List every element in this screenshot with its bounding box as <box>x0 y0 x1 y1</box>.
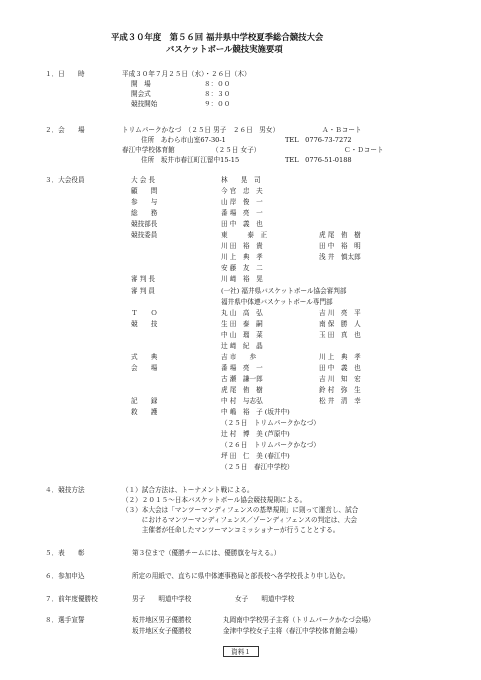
oath-girls-school: 坂井地区女子優勝校 <box>132 627 192 635</box>
official-name: 番 場 亮 一 <box>221 209 263 217</box>
official-name: 古 瀬 謙一郎 <box>221 375 263 383</box>
venue1-address: 住所 あわら市山室67-30-1 <box>141 136 226 144</box>
section-2-heading: ２．会 場 <box>45 126 85 134</box>
official-name-second: 玉 田 真 也 <box>319 331 361 339</box>
official-name: 辻 村 博 美 (芦原中) <box>221 430 290 438</box>
official-name: 生 田 泰 嗣 <box>221 320 263 328</box>
official-role: 競技部長 <box>131 220 158 228</box>
official-name: 丸 山 高 弘 <box>221 309 263 317</box>
schedule-ceremony-time: ８：３０ <box>204 90 231 98</box>
section-5-heading: ５．表 彰 <box>45 549 85 557</box>
official-name: 東 泰 正 <box>221 231 268 239</box>
official-role: 参 与 <box>131 198 158 206</box>
section-8-heading: ８．選手宣誓 <box>45 616 85 624</box>
official-name: 中 嶋 裕 子 (坂井中) <box>221 408 290 416</box>
official-name: （２５日 トリムパークかなづ） <box>221 419 320 427</box>
method-item-3: （３）本大会は「マンツーマンディフェンスの基準規則」に則って運営し、試合 <box>122 506 359 514</box>
official-name: 中 山 瑠 菜 <box>221 331 263 339</box>
official-name-second: 浅 井 慎太郎 <box>319 253 361 261</box>
official-name: （２５日 春江中学校） <box>221 463 294 471</box>
official-name: 今 官 忠 夫 <box>221 187 263 195</box>
section-6-heading: ６．参加申込 <box>45 572 85 580</box>
awards-text: 第３位まで（優勝チームには、優勝旗を与える。） <box>132 549 281 557</box>
method-item-3-cont2: 主催者が任命したマンツーマンコミッショナーが行うこととする。 <box>122 526 340 534</box>
venue1-courts: Ａ・Ｂコート <box>322 126 362 134</box>
official-role: 審 判 長 <box>131 275 155 283</box>
schedule-start-label: 競技開始 <box>131 100 158 108</box>
venue2-courts: Ｃ・Ｄコート <box>344 146 384 154</box>
venue2-address: 住所 坂井市春江町江留中15-15 <box>141 156 240 164</box>
schedule-open-time: ８：００ <box>204 80 231 88</box>
schedule-ceremony-label: 開会式 <box>131 90 151 98</box>
official-name-second: 吉 川 知 宏 <box>319 375 361 383</box>
schedule-start-time: ９：００ <box>204 100 231 108</box>
official-name: 坪 田 仁 美 (春江中) <box>221 452 290 460</box>
official-name: 福井県中体連バスケットボール専門部 <box>221 298 333 306</box>
official-name-second: 南 保 勝 人 <box>319 320 361 328</box>
venue2-tel: TEL 0776-51-0188 <box>285 156 352 164</box>
official-role: 救 護 <box>131 408 158 416</box>
official-role: 競技委員 <box>131 231 158 239</box>
application-text: 所定の用紙で、直ちに県中体連事務局と部長校へ各学校長より申し込む。 <box>132 572 350 580</box>
official-name: (一社) 福井県バスケットボール協会審判部 <box>221 287 347 295</box>
official-name: 安 藤 友 二 <box>221 264 263 272</box>
section-4-heading: ４．競技方法 <box>45 486 85 494</box>
method-item-2: （２）２０１５～日本バスケットボール協会競技規則による。 <box>122 496 307 504</box>
official-role: 大 会 長 <box>131 176 155 184</box>
official-name-second: 川 上 典 孝 <box>319 353 361 361</box>
official-name: 山 岸 俊 一 <box>221 198 263 206</box>
section-1-heading: １．日 時 <box>45 70 85 78</box>
oath-boys-captain: 丸岡南中学校男子主将（トリムパークかなづ会場） <box>223 616 375 624</box>
official-role: 競 技 <box>131 320 158 328</box>
official-name: 川 上 典 孝 <box>221 253 263 261</box>
official-name: 吉 市 歩 <box>221 353 257 361</box>
previous-winner-boys: 男子 明道中学校 <box>132 595 192 603</box>
document-number-stamp <box>223 646 259 657</box>
method-item-3-cont1: におけるマンツーマンディフェンス／ゾーンディフェンスの判定は、大会 <box>122 516 358 524</box>
oath-boys-school: 坂井地区男子優勝校 <box>132 616 192 624</box>
official-name: 林 晃 司 <box>221 176 261 184</box>
venue2-name: 春江中学校体育館 <box>122 146 175 154</box>
section-3-heading: ３．大会役員 <box>45 176 85 184</box>
doc-title-line1: 平成３０年度 第５６回 福井県中学校夏季総合競技大会 <box>111 32 324 42</box>
venue1-tel: TEL 0776-73-7272 <box>285 136 352 144</box>
official-name: （２６日 トリムパークかなづ） <box>221 441 320 449</box>
official-role: 式 典 <box>131 353 158 361</box>
official-role: 会 場 <box>131 364 158 372</box>
official-name: 川 田 裕 貴 <box>221 242 263 250</box>
official-name: 川 﨑 裕 晃 <box>221 275 263 283</box>
oath-girls-captain: 金津中学校女子主将（春江中学校体育館会場） <box>223 627 362 635</box>
schedule-open-label: 開 場 <box>131 80 151 88</box>
previous-winner-girls: 女子 明道中学校 <box>235 595 295 603</box>
official-role: 審 判 員 <box>131 287 155 295</box>
document-number-label: 資料１ <box>231 648 251 656</box>
official-name-second: 吉 川 亮 平 <box>319 309 361 317</box>
official-role: 顧 問 <box>131 187 158 195</box>
official-name: 田 中 義 也 <box>221 220 263 228</box>
venue1-name: トリムパークかなづ （２５日 男子 ２６日 男女） <box>122 126 280 134</box>
official-name-second: 虎 尾 侑 樹 <box>319 231 361 239</box>
official-name-second: 松 井 清 幸 <box>319 397 361 405</box>
event-dates: 平成３０年７月２５日（水）・２６日（木） <box>122 70 251 78</box>
official-role: 記 録 <box>131 397 158 405</box>
official-name: 辻 﨑 紀 晶 <box>221 342 263 350</box>
doc-title-line2: バスケットボール競技実施要項 <box>166 44 283 54</box>
official-name-second: 田 中 義 也 <box>319 364 361 372</box>
method-item-1: （１）試合方法は、トーナメント戦による。 <box>122 486 254 494</box>
official-name-second: 田 中 裕 明 <box>319 242 361 250</box>
official-name-second: 鈴 村 弥 生 <box>319 386 361 394</box>
official-name: 中 村 与志弘 <box>221 397 263 405</box>
official-role: 総 務 <box>131 209 158 217</box>
official-role: Ｔ Ｏ <box>131 309 158 317</box>
official-name: 番 場 亮 一 <box>221 364 263 372</box>
venue2-day: （２５日 女子） <box>212 146 261 154</box>
official-name: 虎 尾 侑 樹 <box>221 386 263 394</box>
section-7-heading: ７．前年度優勝校 <box>45 595 98 603</box>
